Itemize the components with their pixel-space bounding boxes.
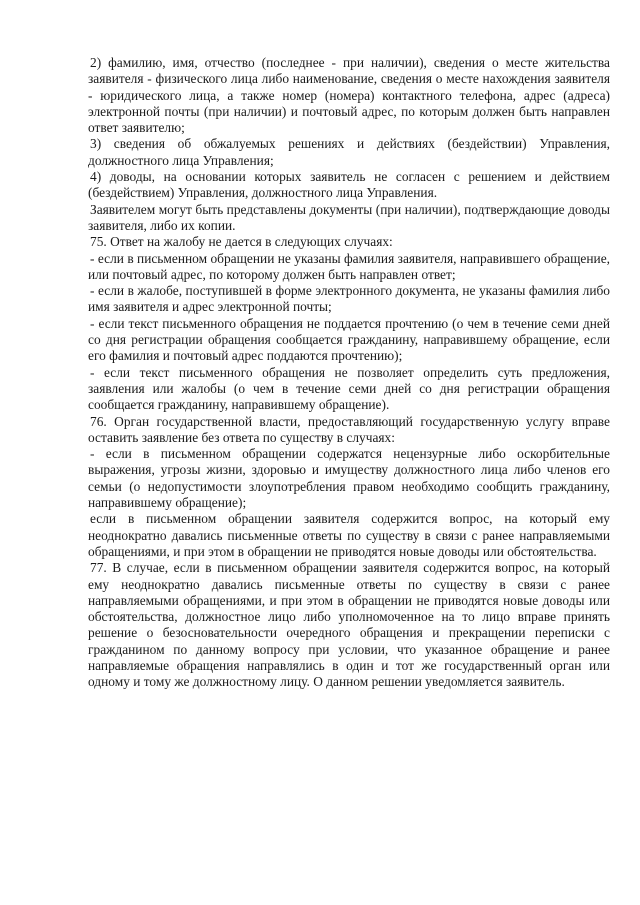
paragraph-documents: Заявителем могут быть представлены документы (при наличии), подтверждающие доводы заявителя, либо их копии.	[88, 201, 610, 233]
paragraph-75-case-1: - если в письменном обращении не указаны фамилия заявителя, направившего обращение, или почтовый адрес, по которому должен быть направлен ответ;	[88, 250, 610, 282]
paragraph-item-4: 4) доводы, на основании которых заявитель не согласен с решением и действием (бездействием) Управления, должностного лица Управления.	[88, 169, 610, 201]
paragraph-76-heading: 76. Орган государственной власти, предоставляющий государственную услугу вправе оставить заявление без ответа по существу в случаях:	[88, 413, 610, 445]
paragraph-75-case-4: - если текст письменного обращения не позволяет определить суть предложения, заявления или жалобы (о чем в течение семи дней со дня регистрации обращения сообщается гражданину, направившему обращение).	[88, 364, 610, 413]
paragraph-item-3: 3) сведения об обжалуемых решениях и действиях (бездействии) Управления, должностного лица Управления;	[88, 136, 610, 168]
paragraph-76-case-2: если в письменном обращении заявителя содержится вопрос, на который ему неоднократно давались письменные ответы по существу в связи с ранее направляемыми обращениями, и при этом в обращении не приводятся новые доводы или обстоятельства.	[88, 511, 610, 559]
paragraph-76-case-1: - если в письменном обращении содержатся нецензурные либо оскорбительные выражения, угрозы жизни, здоровью и имуществу должностного лица либо членов его семьи (о недопустимости злоупотребления правом необходимо сообщить гражданину, направившему обращение);	[88, 446, 610, 511]
paragraph-75-case-2: - если в жалобе, поступившей в форме электронного документа, не указаны фамилия либо имя заявителя и адрес электронной почты;	[88, 283, 610, 315]
document-body	[88, 55, 610, 691]
paragraph-item-2: 2) фамилию, имя, отчество (последнее - при наличии), сведения о месте жительства заявителя - физического лица либо наименование, сведения о месте нахождения заявителя - юридического лица, а также номер (номера) контактного телефона, адрес (адреса) электронной почты (при наличии) и почтовый адрес, по которым должен быть направлен ответ заявителю;	[88, 55, 610, 136]
paragraph-75-heading: 75. Ответ на жалобу не дается в следующих случаях:	[90, 234, 393, 250]
paragraph-75-case-3: - если текст письменного обращения не поддается прочтению (о чем в течение семи дней со дня регистрации обращения сообщается гражданину, направившему обращение, если его фамилия и почтовый адрес поддаются прочтению);	[88, 315, 610, 364]
paragraph-77: 77. В случае, если в письменном обращении заявителя содержится вопрос, на который ему неоднократно давались письменные ответы по существу в связи с ранее направляемыми обращениями, и при этом в обращении не приводятся новые доводы или обстоятельства, должностное лицо либо уполномоченное на то лицо вправе принять решение о безосновательности очередного обращения и прекращении переписки с гражданином по данному вопросу при условии, что указанное обращение и ранее направляемые обращения направлялись в один и тот же государственный орган или одному и тому же должностному лицу. О данном решении уведомляется заявитель.	[88, 560, 610, 690]
